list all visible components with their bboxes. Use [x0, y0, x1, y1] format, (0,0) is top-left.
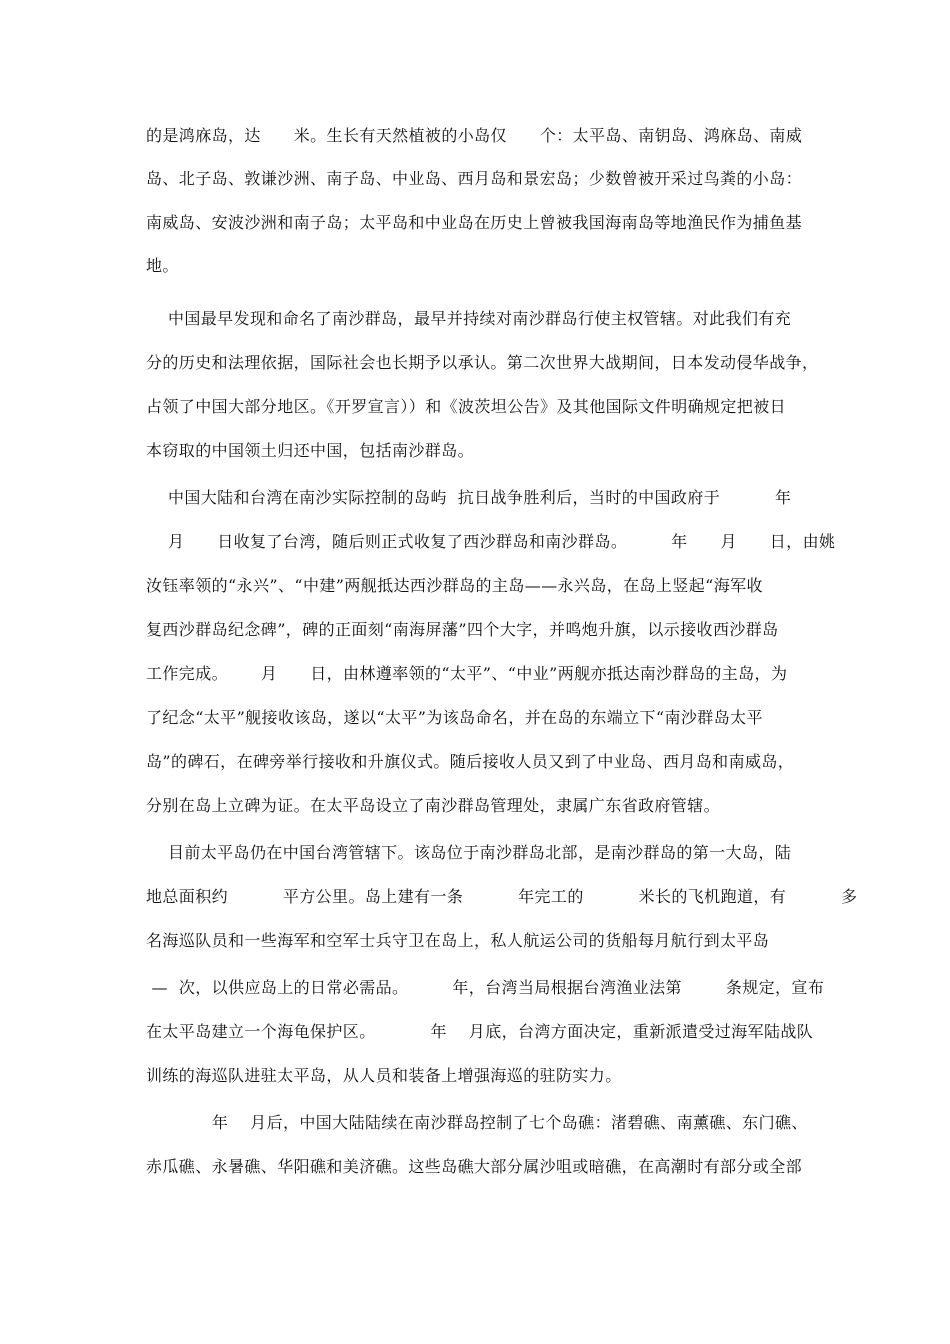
text-line: 在太平岛建立一个海龟保护区。 年 月底，台湾方面决定，重新派遣受过海军陆战队: [146, 1022, 814, 1041]
text-line: 汝钰率领的“永兴”、“中建”两舰抵达西沙群岛的主岛——永兴岛，在岛上竖起“海军收: [146, 576, 763, 595]
text-line: 中国大陆和台湾在南沙实际控制的岛屿 抗日战争胜利后，当时的中国政府于 年: [146, 488, 792, 507]
text-line: 年 月后，中国大陆陆续在南沙群岛控制了七个岛礁：渚碧礁、南薰礁、东门礁、: [146, 1113, 808, 1132]
text-line: 赤瓜礁、永暑礁、华阳礁和美济礁。这些岛礁大部分属沙咀或暗礁，在高潮时有部分或全部: [146, 1157, 803, 1176]
text-line: 南威岛、安波沙洲和南子岛；太平岛和中业岛在历史上曾被我国海南岛等地渔民作为捕鱼基: [146, 213, 803, 232]
text-line: 分的历史和法理依据，国际社会也长期予以承认。第二次世界大战期间，日本发动侵华战争，: [146, 353, 819, 372]
text-line: 名海巡队员和一些海军和空军士兵守卫在岛上，私人航运公司的货船每月航行到太平岛: [146, 931, 770, 950]
text-line: 月 日收复了台湾，随后则正式收复了西沙群岛和南沙群岛。 年 月 日，由姚: [146, 532, 836, 551]
text-line: 了纪念“太平”舰接收该岛，遂以“太平”为该岛命名，并在岛的东端立下“南沙群岛太平: [146, 708, 763, 727]
text-line: 复西沙群岛纪念碑”，碑的正面刻“南海屏藩”四个大字，并鸣炮升旗，以示接收西沙群岛: [146, 620, 779, 639]
text-line: 岛”的碑石，在碑旁举行接收和升旗仪式。随后接收人员又到了中业岛、西月岛和南威岛，: [146, 752, 795, 771]
text-line: 中国最早发现和命名了南沙群岛，最早并持续对南沙群岛行使主权管辖。对此我们有充: [146, 309, 792, 328]
text-line: 分别在岛上立碑为证。在太平岛设立了南沙群岛管理处，隶属广东省政府管辖。: [146, 796, 721, 815]
text-line: 地总面积约 平方公里。岛上建有一条 年完工的 米长的飞机跑道，有 多: [146, 887, 858, 906]
text-line: — 次，以供应岛上的日常必需品。 年，台湾当局根据台湾渔业法第 条规定，宣布: [146, 978, 825, 997]
text-line: 目前太平岛仍在中国台湾管辖下。该岛位于南沙群岛北部，是南沙群岛的第一大岛，陆: [146, 843, 792, 862]
text-line: 的是鸿庥岛，达 米。生长有天然植被的小岛仅 个：太平岛、南钥岛、鸿庥岛、南威: [146, 126, 803, 145]
text-line: 训练的海巡队进驻太平岛，从人员和装备上增强海巡的驻防实力。: [146, 1066, 622, 1085]
text-line: 地。: [146, 256, 179, 275]
text-line: 占领了中国大部分地区。《开罗宣言））和《波茨坦公告》及其他国际文件明确规定把被日: [146, 397, 787, 416]
text-line: 岛、北子岛、敦谦沙洲、南子岛、中业岛、西月岛和景宏岛；少数曾被开采过鸟粪的小岛：: [146, 169, 803, 188]
text-line: 本窃取的中国领土归还中国，包括南沙群岛。: [146, 441, 475, 460]
text-line: 工作完成。 月 日，由林遵率领的“太平”、“中业”两舰亦抵达南沙群岛的主岛，为: [146, 664, 788, 683]
